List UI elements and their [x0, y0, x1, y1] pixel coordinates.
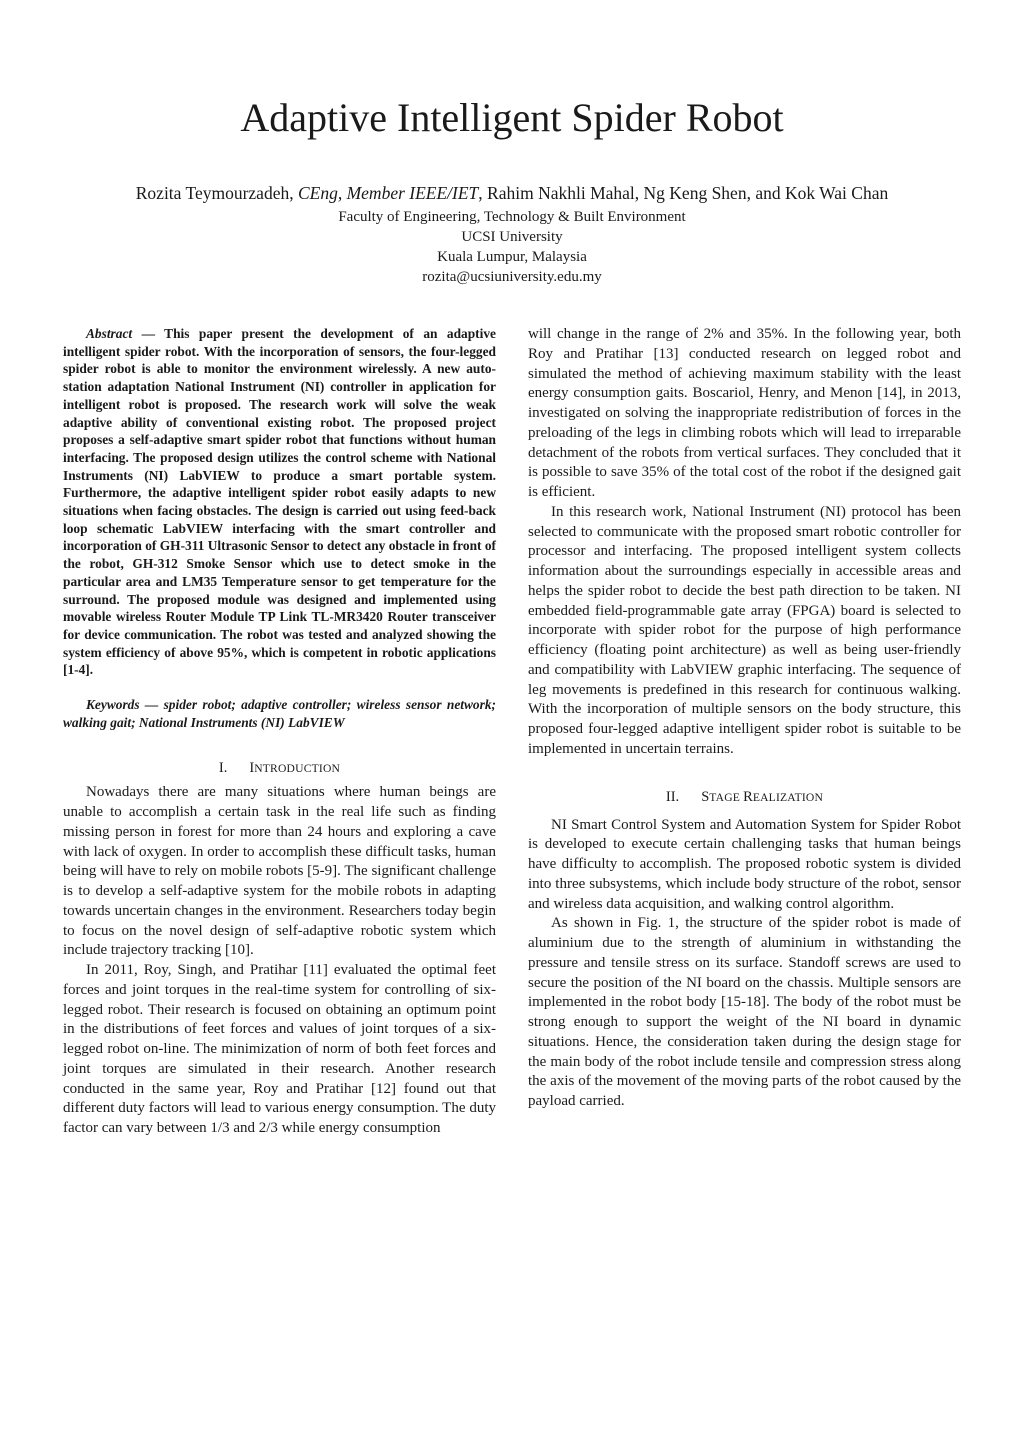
- section-title-rest-a: TAGE: [709, 790, 744, 804]
- affiliation-block: [0, 207, 1024, 287]
- affiliation-faculty: Faculty of Engineering, Technology & Built Environment: [338, 209, 686, 225]
- section-title-rest-b: EALIZATION: [752, 790, 824, 804]
- author-others: , Rahim Nakhli Mahal, Ng Keng Shen, and Kok Wai Chan: [478, 183, 889, 203]
- author-first: Rozita Teymourzadeh,: [135, 183, 294, 203]
- section-title-initial-b: R: [743, 788, 753, 805]
- affiliation-location: Kuala Lumpur, Malaysia: [437, 249, 587, 265]
- section-heading-introduction: [63, 758, 496, 779]
- stage-paragraph-1: NI Smart Control System and Automation System for Spider Robot is developed to execute certain challenging tasks that human beings have difficulty to accomplish. The proposed robotic system is divided into three subsystems, which include body structure of the robot, sensor and wireless data acquisition, and walking control algorithm.: [528, 816, 961, 912]
- abstract: [63, 325, 496, 679]
- paper-title: Adaptive Intelligent Spider Robot: [240, 95, 784, 140]
- intro-paragraph-3: In this research work, National Instrument (NI) protocol has been selected to communicate with the proposed smart robotic controller for processor and interfacing. The proposed intelligent system collects information about the surroundings especially in accessible areas and helps the spider robot to decide the best path direction to be taken. NI embedded field-programmable gate array (FPGA) board is selected to incorporate with spider robot for the purpose of high performance efficiency (floating point architecture) as well as being user-friendly and compatibility with LabVIEW graphic interfacing. The sequence of leg movements is predefined in this research for continuous walking. With the incorporation of multiple sensors on the body structure, this proposed four-legged adaptive intelligent spider robot is suitable to be implemented in uncertain terrains.: [528, 503, 961, 757]
- stage-paragraph-2: As shown in Fig. 1, the structure of the spider robot is made of aluminium due to the strength of aluminium in withstanding the pressure and tensile stress on its surface. Standoff screws are used to secure the position of the NI board on the chassis. Multiple sensors are implemented in the robot body [15-18]. The body of the robot must be strong enough to support the weight of the NI board in dynamic situations. Hence, the consideration taken during the design stage for the main body of the robot include tensile and compression stress along the axis of the movement of the moving parts of the robot caused by the payload carried.: [528, 915, 961, 1109]
- section-title-rest: NTRODUCTION: [254, 762, 341, 776]
- abstract-text: This paper present the development of an adaptive intelligent spider robot. With the incorporation of sensors, the four-legged spider robot is able to monitor the environment wirelessly. A new auto-station adaptation National Instrument (NI) controller in application for intelligent robot is proposed. The research work will solve the weak adaptive ability of conventional existing robot. The proposed project proposes a self-adaptive smart spider robot that functions without human interfacing. The proposed design utilizes the control scheme with National Instruments (NI) LabVIEW to produce a smart portable system. Furthermore, the adaptive intelligent spider robot easily adapts to new situations when facing obstacles. The design is carried out using feed-back loop schematic LabVIEW interfacing with the smart controller and incorporation of GH-311 Ultrasonic Sensor to detect any obstacle in front of the robot, GH-312 Smoke Sensor which use to detect smoke in the particular area and LM35 Temperature sensor to get temperature for the surround. The proposed module was designed and implemented using movable wireless Router Module TP Link TL-MR3420 Router transceiver for device communication. The robot was tested and analyzed showing the system efficiency of above 95%, which is competent in robotic applications [1-4].: [63, 326, 496, 678]
- section-heading-stage-realization: [528, 787, 961, 808]
- author-credentials: CEng, Member IEEE/IET: [297, 183, 479, 203]
- author-list: [0, 181, 1024, 205]
- section-title-initial: I: [249, 760, 255, 777]
- affiliation-university: UCSI University: [461, 229, 563, 245]
- left-column: [63, 325, 496, 1139]
- section-number: I.: [218, 760, 228, 777]
- continued-paragraph: will change in the range of 2% and 35%. In the following year, both Roy and Pratihar [13] conducted research on legged robot and simulated the method of achieving maximum stability with the least energy consumption gaits. Boscariol, Henry, and Menon [14], in 2013, investigated on solving the inappropriate redistribution of forces in the preloading of the legs in climbing robots which will lead to irreparable detachment of the robots from vertical surfaces. They concluded that it is possible to save 35% of the total cost of the robot if the designed gait is efficient.: [528, 326, 961, 500]
- abstract-dash: —: [132, 326, 165, 341]
- keywords: Keywords — spider robot; adaptive controller; wireless sensor network; walking gait; National Instruments (NI) LabVIEW: [63, 697, 496, 730]
- section-number: II.: [665, 788, 680, 805]
- abstract-label: Abstract: [86, 326, 133, 341]
- section-title-initial: S: [701, 788, 710, 805]
- intro-paragraph-1: Nowadays there are many situations where human beings are unable to accomplish a certain task in the real life such as finding missing person in forest for more than 24 hours and exploring a cave with lack of oxygen. In order to accomplish these difficult tasks, human being will have to rely on mobile robots [5-9]. The significant challenge is to develop a self-adaptive system for the mobile robots in adapting towards uncertain changes in the environment. Researchers today begin to focus on the novel design of self-adaptive robotic system which include trajectory tracking [10].: [63, 784, 496, 959]
- affiliation-email: rozita@ucsiuniversity.edu.my: [422, 269, 602, 285]
- intro-paragraph-2: In 2011, Roy, Singh, and Pratihar [11] evaluated the optimal feet forces and joint torques in the real-time system for controlling of six-legged robot. Their research is focused on obtaining an optimum point in the distributions of feet forces and values of joint torques of a six-legged robot on-line. The minimization of norm of both feet forces and joint torques are simulated in their research. Another research conducted in the same year, Roy and Pratihar [12] found out that different duty factors will lead to various energy consumption. The duty factor can vary between 1/3 and 2/3 while energy consumption: [63, 962, 496, 1137]
- right-column: [528, 325, 961, 1112]
